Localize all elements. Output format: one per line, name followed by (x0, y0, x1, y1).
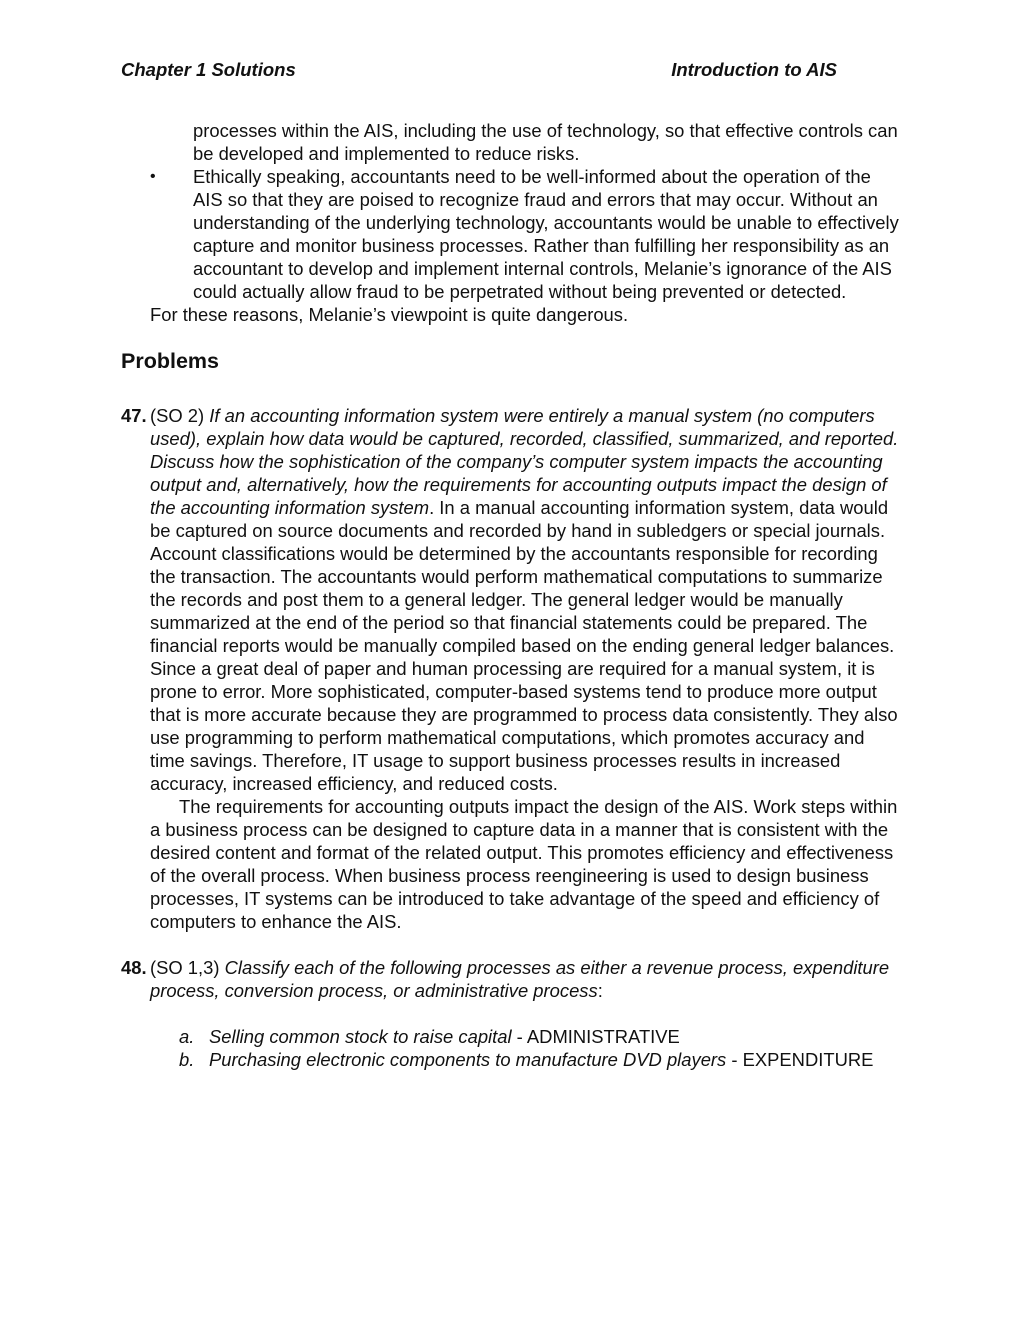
header-section-title: Introduction to AIS (671, 59, 837, 80)
list-item-answer: - ADMINISTRATIVE (511, 1026, 680, 1047)
page-content (121, 119, 901, 1071)
header-chapter-title: Chapter 1 Solutions (121, 59, 296, 80)
list-item-text (209, 1048, 901, 1071)
question-colon: : (597, 980, 603, 1001)
list-item-letter: b. (179, 1049, 195, 1070)
problem-number: 47. (121, 405, 147, 426)
section-title: Problems (121, 349, 219, 373)
problem-question: Classify each of the following processes as either a revenue process, expenditure process, conversion process, or administrative process (150, 957, 890, 1001)
list-item-text (209, 1025, 901, 1048)
continued-paragraph: processes within the AIS, including the use of technology, so that effective controls can be developed and implemented to reduce risks. (193, 120, 898, 164)
bullet-icon: • (150, 168, 156, 185)
problem-47 (121, 404, 901, 933)
list-item (179, 1048, 901, 1071)
list-item (179, 1025, 901, 1048)
problem-48-text (150, 956, 901, 1002)
problem-question: If an accounting information system were entirely a manual system (no computers used), explain how data would be captured, recorded, classified, summarized, and reported. Discuss how the sophistication of the company’s computer system impacts the accounting output and, alternatively, how the requirements for accounting outputs impact the design of the accounting information system (150, 405, 899, 518)
problem-answer-continued: The requirements for accounting outputs impact the design of the AIS. Work steps within a business process can be designed to capture data in a manner that is consistent with the desired content and format of the related output. This promotes efficiency and effectiveness of the overall process. When business process reengineering is used to design business processes, IT systems can be introduced to take advantage of the speed and efficiency of computers to enhance the AIS. (150, 796, 898, 932)
list-item-letter: a. (179, 1026, 195, 1047)
problem-number: 48. (121, 957, 147, 978)
problem-answer: . In a manual accounting information system, data would be captured on source documents and recorded by hand in subledgers or special journals. Account classifications would be determined by the accountants responsible for recording the transaction. The accountants would perform mathematical computations to summarize the records and post them to a general ledger. The general ledger would be manually summarized at the end of the period so that financial statements could be prepared. The financial reports would be manually compiled based on the ending general ledger balances. Since a great deal of paper and human processing are required for a manual system, it is prone to error. More sophisticated, computer-based systems tend to produce more output that is more accurate because they are programmed to process data consistently. They also use programming to perform mathematical computations, which promotes accuracy and time savings. Therefore, IT usage to support business processes results in increased accuracy, increased efficiency, and reduced costs. (150, 497, 898, 794)
list-item-process: Selling common stock to raise capital (209, 1026, 512, 1047)
page-header (121, 59, 837, 83)
bullet-item (121, 165, 901, 303)
closing-sentence: For these reasons, Melanie’s viewpoint is quite dangerous. (150, 304, 629, 325)
study-objective: (SO 2) (150, 405, 205, 426)
bullet-text: Ethically speaking, accountants need to be well-informed about the operation of the AIS so that they are poised to recognize fraud and errors that may occur. Without an understanding of the underlying technology, accountants would be unable to effectively capture and monitor business processes. Rather than fulfilling her responsibility as an accountant to develop and implement internal controls, Melanie’s ignorance of the AIS could actually allow fraud to be perpetrated without being prevented or detected. (193, 166, 899, 302)
problem-48 (121, 956, 901, 1071)
problem-47-text (150, 404, 901, 795)
list-item-process: Purchasing electronic components to manufacture DVD players (209, 1049, 727, 1070)
study-objective: (SO 1,3) (150, 957, 220, 978)
list-item-answer: - EXPENDITURE (726, 1049, 874, 1070)
classification-list (150, 1025, 901, 1071)
